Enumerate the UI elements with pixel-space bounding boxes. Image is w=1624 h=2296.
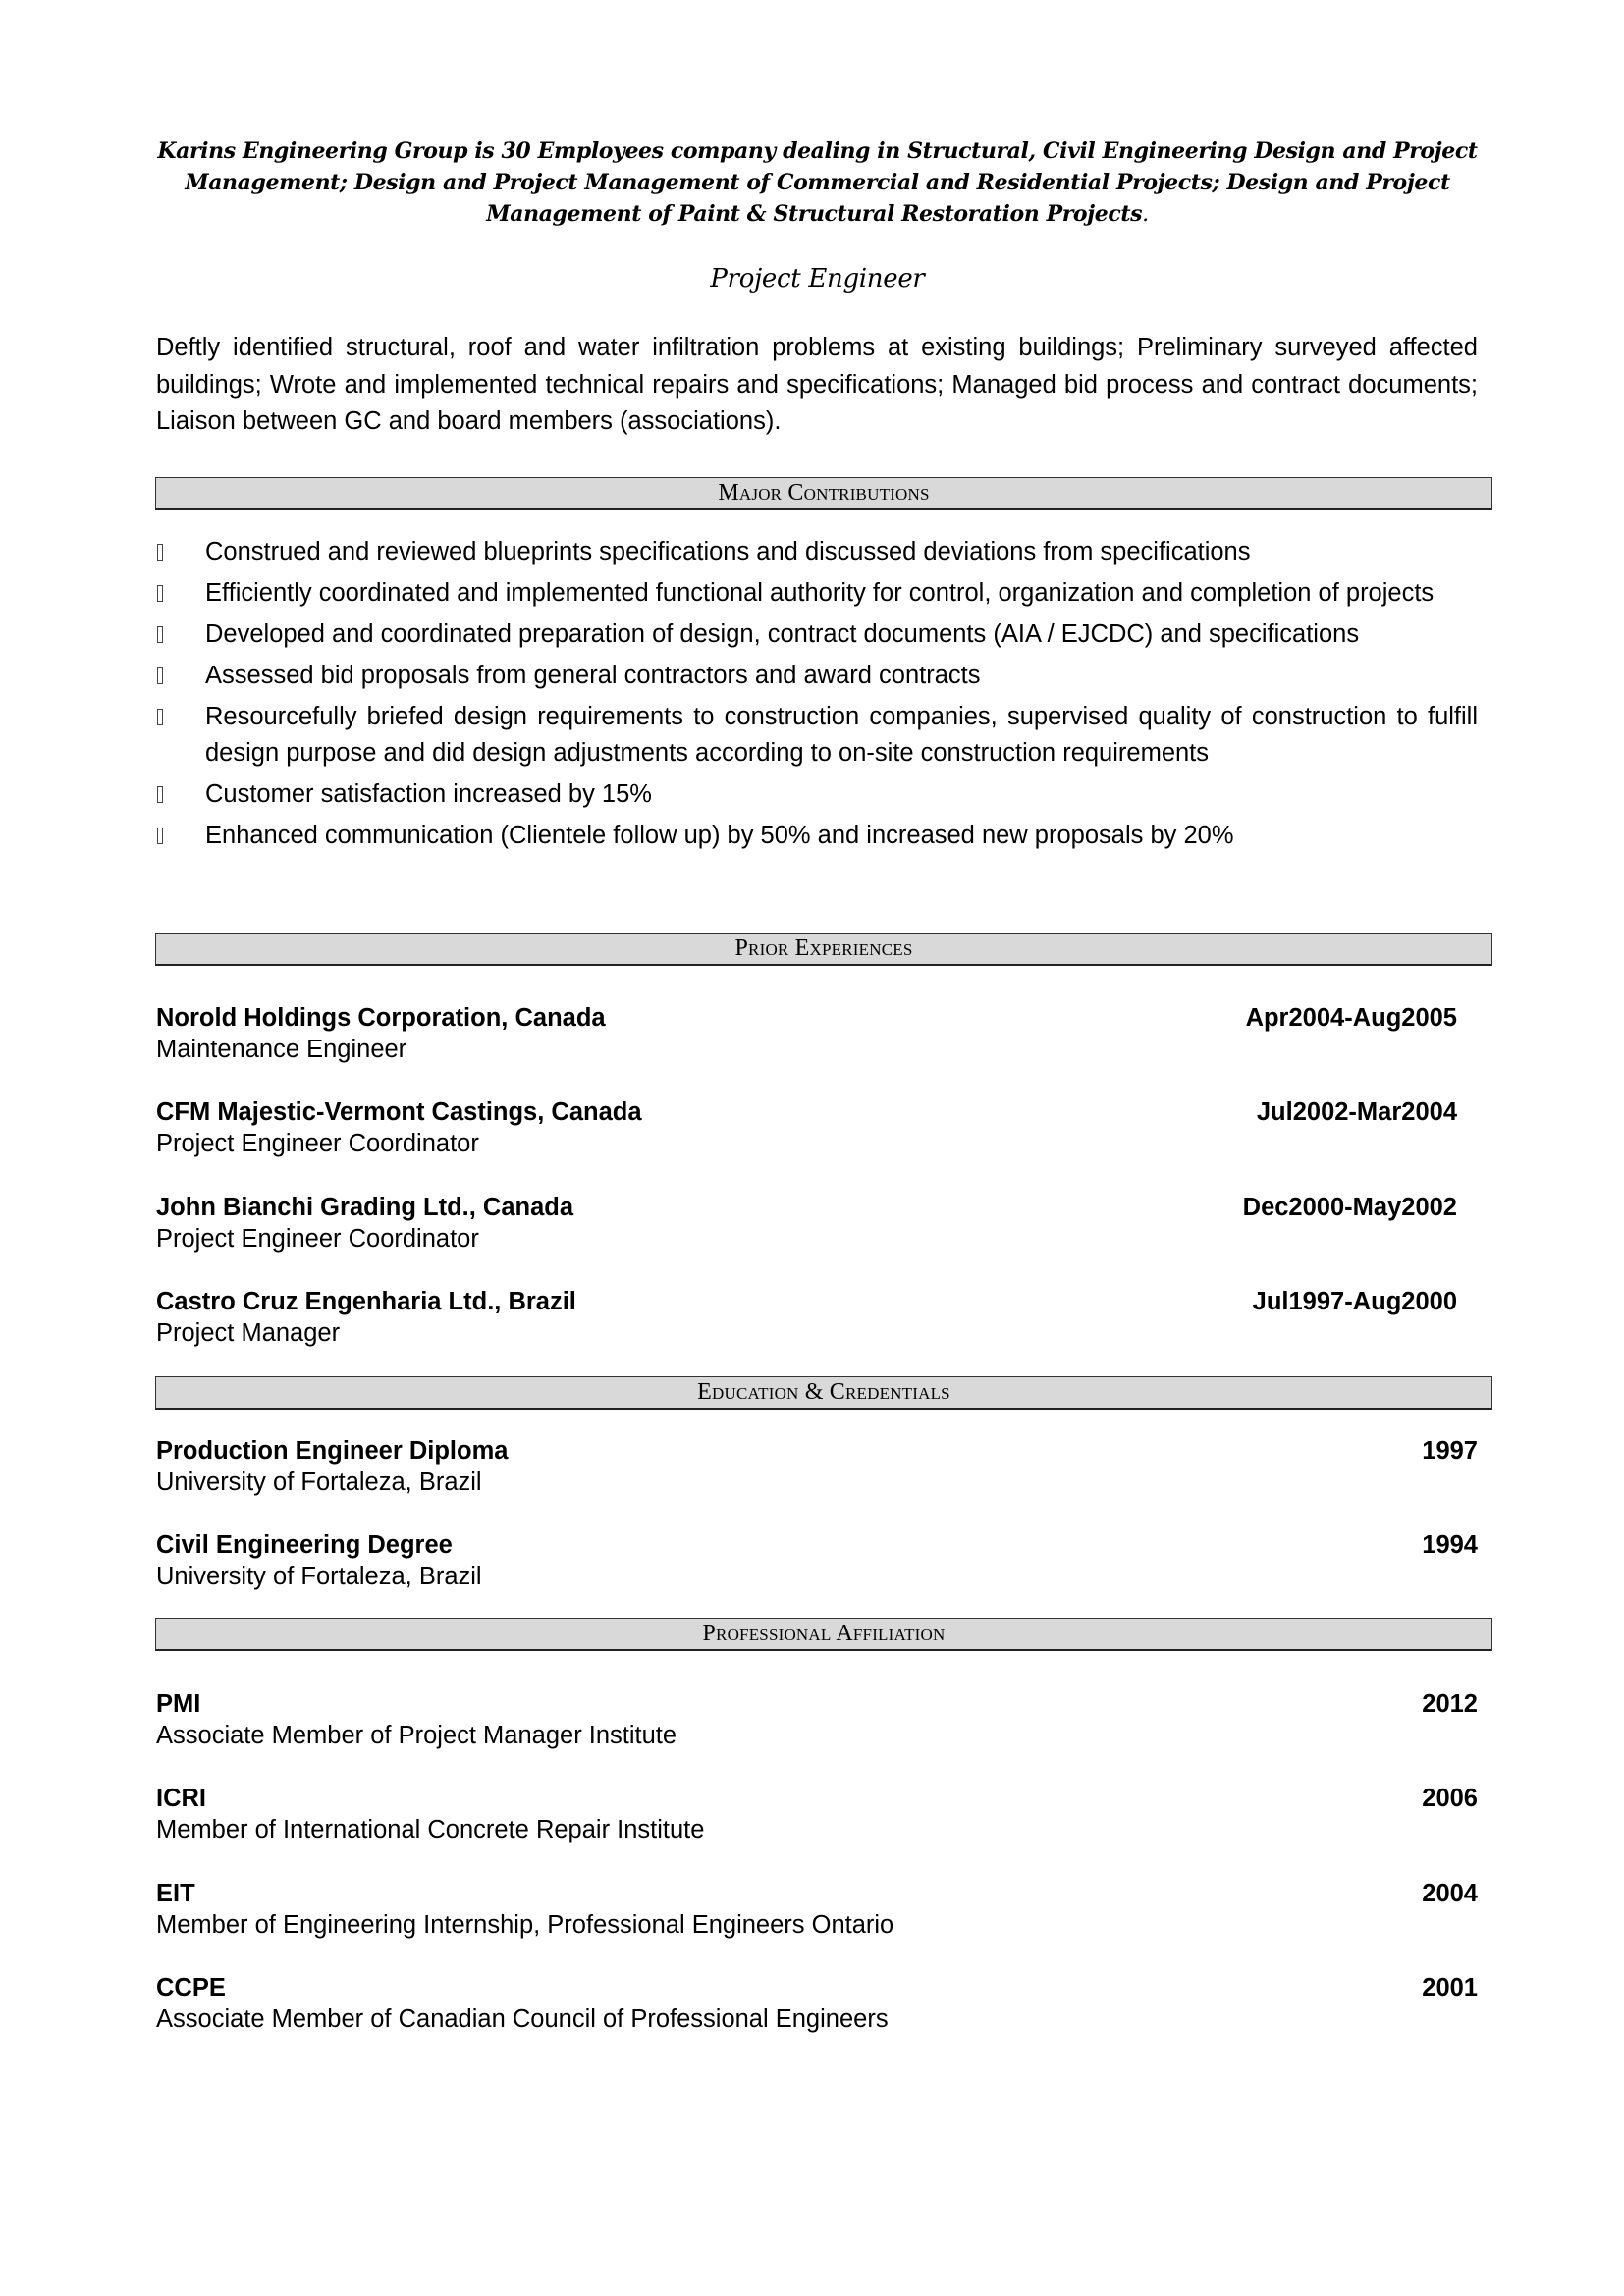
section-header-major-contributions: Major Contributions [155, 477, 1492, 510]
degree-name: Production Engineer Diploma [156, 1437, 509, 1465]
role-title: Project Engineer Coordinator [156, 1225, 479, 1253]
job-summary: Deftly identified structural, roof and water infiltration problems at existing buildings; Preliminary surveyed affected buildings; Wrote and implemented technical repairs and specifications; Managed bid process and contract documents; Liaison between GC and board members (associations). [156, 334, 1478, 435]
degree-year: 1997 [1422, 1437, 1478, 1465]
company-name: John Bianchi Grading Ltd., Canada [156, 1194, 574, 1221]
membership-year: 2012 [1422, 1690, 1478, 1718]
bullet-icon [157, 828, 163, 844]
affiliation-entry [156, 1783, 1478, 1845]
degree-name: Civil Engineering Degree [156, 1531, 453, 1559]
list-item [156, 658, 1478, 694]
experience-entry [156, 1002, 1457, 1065]
role-title: Maintenance Engineer [156, 1036, 407, 1063]
list-item-text: Construed and reviewed blueprints specifications and discussed deviations from specifications [205, 538, 1251, 565]
membership-description: Member of Engineering Internship, Professional Engineers Ontario [156, 1911, 894, 1939]
education-entry [156, 1435, 1478, 1498]
employment-dates: Dec2000-May2002 [1242, 1194, 1457, 1221]
company-description-period: . [1142, 202, 1149, 227]
membership-description: Associate Member of Canadian Council of Professional Engineers [156, 2005, 889, 2033]
company-description [157, 135, 1478, 231]
company-description-text: Karins Engineering Group is 30 Employees company dealing in Structural, Civil Engineering Design and Project Management; Design and Project Management of Commercial and Residential Projects; Design and Project Management of Paint & Structural Restoration Projects [157, 138, 1478, 227]
affiliation-entry [156, 1972, 1478, 2035]
section-header-prior-experiences: Prior Experiences [155, 933, 1492, 966]
affiliation-entry [156, 1688, 1478, 1751]
degree-year: 1994 [1422, 1531, 1478, 1559]
membership-year: 2006 [1422, 1785, 1478, 1812]
company-name: CFM Majestic-Vermont Castings, Canada [156, 1098, 642, 1126]
role-title: Project Engineer Coordinator [156, 1130, 479, 1157]
company-name: Norold Holdings Corporation, Canada [156, 1004, 606, 1032]
school-name: University of Fortaleza, Brazil [156, 1468, 482, 1496]
contributions-list [156, 534, 1478, 859]
list-item [156, 699, 1478, 772]
employment-dates: Jul2002-Mar2004 [1256, 1098, 1457, 1126]
bullet-icon [157, 626, 163, 643]
membership-year: 2001 [1422, 1974, 1478, 2002]
bullet-icon [157, 667, 163, 684]
list-item-text: Efficiently coordinated and implemented functional authority for control, organization and completion of projects [205, 579, 1435, 607]
role-title: Project Manager [156, 1319, 341, 1347]
list-item [156, 575, 1478, 612]
organization-acronym: CCPE [156, 1974, 226, 2002]
school-name: University of Fortaleza, Brazil [156, 1563, 482, 1590]
company-name: Castro Cruz Engenharia Ltd., Brazil [156, 1288, 576, 1315]
membership-description: Associate Member of Project Manager Institute [156, 1722, 677, 1749]
membership-description: Member of International Concrete Repair Institute [156, 1816, 705, 1843]
organization-acronym: PMI [156, 1690, 201, 1718]
membership-year: 2004 [1422, 1880, 1478, 1907]
list-item-text: Customer satisfaction increased by 15% [205, 780, 652, 808]
organization-acronym: ICRI [156, 1785, 206, 1812]
education-entry [156, 1529, 1478, 1592]
list-item-text: Resourcefully briefed design requirements to construction companies, supervised quality of construction to fulfill design purpose and did design adjustments according to on-site construction requirements [205, 703, 1478, 767]
list-item [156, 534, 1478, 570]
bullet-icon [157, 709, 163, 725]
list-item-text: Assessed bid proposals from general contractors and award contracts [205, 662, 981, 689]
list-item-text: Enhanced communication (Clientele follow up) by 50% and increased new proposals by 20% [205, 822, 1234, 849]
job-title: Project Engineer [710, 264, 925, 294]
employment-dates: Apr2004-Aug2005 [1245, 1004, 1457, 1032]
affiliation-entry [156, 1878, 1478, 1941]
organization-acronym: EIT [156, 1880, 195, 1907]
list-item-text: Developed and coordinated preparation of design, contract documents (AIA / EJCDC) and specifications [205, 620, 1360, 648]
bullet-icon [157, 585, 163, 602]
list-item [156, 616, 1478, 653]
experience-entry [156, 1286, 1457, 1349]
employment-dates: Jul1997-Aug2000 [1252, 1288, 1457, 1315]
section-header-affiliation: Professional Affiliation [155, 1618, 1492, 1651]
bullet-icon [157, 544, 163, 561]
list-item [156, 818, 1478, 854]
experience-entry [156, 1096, 1457, 1159]
bullet-icon [157, 786, 163, 803]
experience-entry [156, 1192, 1457, 1255]
list-item [156, 776, 1478, 813]
section-header-education: Education & Credentials [155, 1376, 1492, 1410]
